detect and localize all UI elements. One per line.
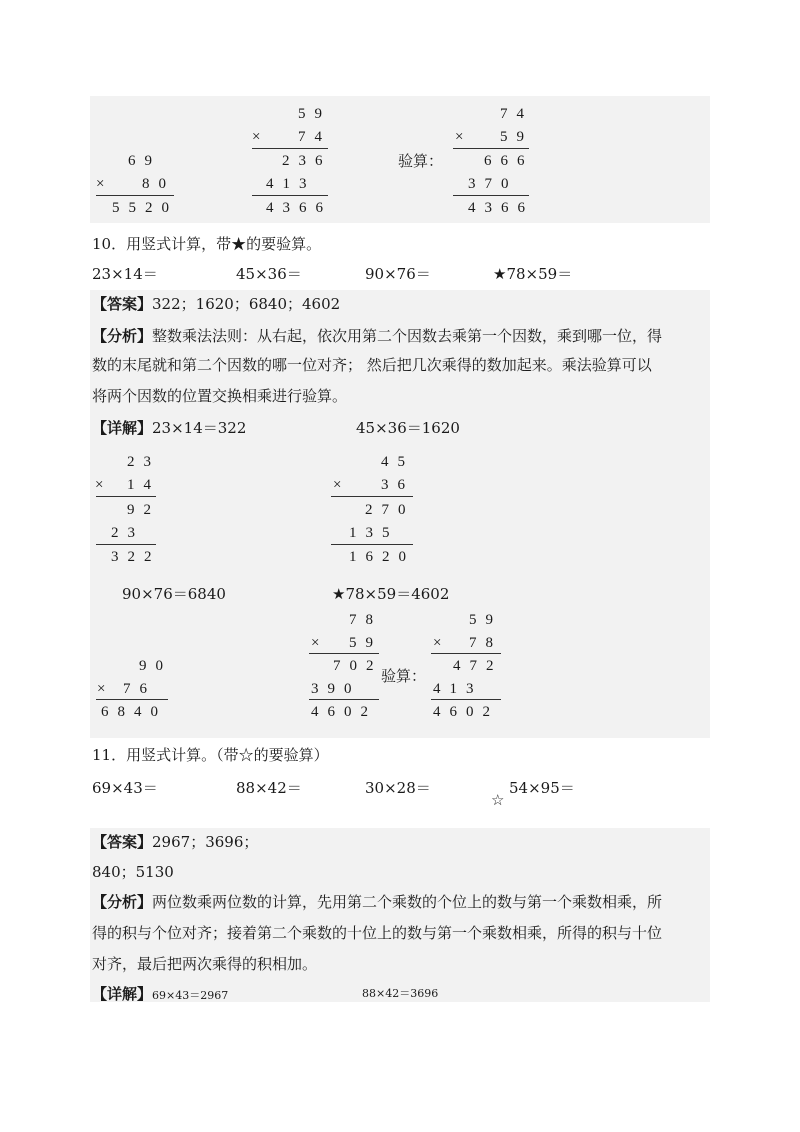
operator: × <box>97 681 115 697</box>
rule-line <box>96 496 156 497</box>
partial-2: 135 <box>349 525 399 541</box>
multiplicand: 78 <box>349 612 382 628</box>
answer-text: 322；1620；6840；4602 <box>152 295 341 313</box>
multiplier: 74 <box>298 129 331 145</box>
rule-line <box>331 496 413 497</box>
q11-star-mark: ☆ <box>491 791 505 809</box>
rule-line <box>309 653 379 654</box>
q10-expr-3: 90×76＝ <box>365 265 431 283</box>
partial-1: 472 <box>453 658 503 674</box>
check-label: 验算： <box>398 152 444 170</box>
multiplier: 80 <box>142 176 175 192</box>
operator: × <box>252 129 270 145</box>
multiplier: 14 <box>127 477 160 493</box>
partial-1: 92 <box>127 502 160 518</box>
analysis-text: 两位数乘两位数的计算，先用第二个乘数的个位上的数与第一个乘数相乘，所 <box>152 893 663 911</box>
multiplier: 76 <box>123 681 156 697</box>
product: 4366 <box>468 200 534 216</box>
product: 4602 <box>311 704 377 720</box>
product: 4366 <box>266 200 332 216</box>
multiplier: 36 <box>381 477 414 493</box>
analysis-tag: 【分析】 <box>92 327 153 345</box>
q11-analysis-line-3: 对齐，最后把两次乘得的积相加。 <box>92 955 318 973</box>
rule-line <box>331 544 413 545</box>
q11-title: 11．用竖式计算。（带☆的要验算） <box>92 746 329 764</box>
detail-eq-1: 69×43＝2967 <box>152 989 229 1002</box>
multiplicand: 90 <box>139 658 172 674</box>
q10-analysis-line-2: 数的末尾就和第二个因数的哪一位对齐； 然后把几次乘得的数加起来。乘法验算可以 <box>92 356 652 374</box>
product: 1620 <box>349 549 415 565</box>
rule-line <box>453 195 529 196</box>
multiplicand: 74 <box>500 106 533 122</box>
product: 322 <box>111 549 161 565</box>
analysis-text: 整数乘法法则：从右起，依次用第二个因数去乘第一个因数，乘到哪一位，得 <box>152 327 663 345</box>
q11-detail-line <box>92 984 228 1006</box>
operator: × <box>455 129 473 145</box>
detail-eq-1: 23×14＝322 <box>152 419 247 437</box>
rule-line <box>96 699 168 700</box>
partial-1: 236 <box>282 153 332 169</box>
partial-2: 23 <box>111 525 144 541</box>
rule-line <box>96 195 174 196</box>
q10-answer <box>92 294 340 314</box>
detail-eq-2: 45×36＝1620 <box>356 419 460 437</box>
answer-tag: 【答案】 <box>92 833 153 851</box>
rule-line <box>309 699 379 700</box>
rule-line <box>431 653 501 654</box>
rule-line <box>453 148 529 149</box>
q10-expr-4: ★78×59＝ <box>493 265 573 283</box>
operator: × <box>96 176 114 192</box>
multiplicand: 59 <box>298 106 331 122</box>
multiplicand: 45 <box>381 454 414 470</box>
q11-expr-2: 88×42＝ <box>236 779 302 797</box>
detail-eq-2: 88×42＝3696 <box>362 987 439 1000</box>
rule-line <box>252 195 328 196</box>
partial-2: 390 <box>311 681 361 697</box>
product: 5520 <box>112 200 178 216</box>
rule-line <box>431 699 501 700</box>
rule-line <box>96 544 156 545</box>
partial-2: 413 <box>433 681 483 697</box>
multiplicand: 23 <box>127 454 160 470</box>
q10-analysis-line-1 <box>92 326 662 346</box>
detail-eq-3: 90×76＝6840 <box>122 585 226 603</box>
multiplicand: 59 <box>469 612 502 628</box>
q10-title: 10．用竖式计算，带★的要验算。 <box>92 235 322 253</box>
q10-expr-1: 23×14＝ <box>92 265 158 283</box>
q11-expr-4: 54×95＝ <box>509 779 575 797</box>
partial-1: 702 <box>333 658 383 674</box>
partial-2: 370 <box>468 176 518 192</box>
detail-eq-4: ★78×59＝4602 <box>332 585 450 603</box>
partial-1: 270 <box>365 502 415 518</box>
multiplicand: 69 <box>128 153 161 169</box>
answer-tag: 【答案】 <box>92 295 153 313</box>
q11-answer-line-2: 840；5130 <box>92 863 174 881</box>
q11-analysis-line-1 <box>92 892 662 912</box>
q10-expr-2: 45×36＝ <box>236 265 302 283</box>
operator: × <box>311 635 329 651</box>
partial-2: 413 <box>266 176 316 192</box>
check-label: 验算： <box>381 667 427 685</box>
q11-answer-line-1 <box>92 832 258 852</box>
detail-tag: 【详解】 <box>92 419 153 437</box>
multiplier: 59 <box>349 635 382 651</box>
operator: × <box>333 477 351 493</box>
rule-line <box>252 148 328 149</box>
q10-analysis-line-3: 将两个因数的位置交换相乘进行验算。 <box>92 387 348 405</box>
q11-answer-block <box>90 828 710 1002</box>
analysis-tag: 【分析】 <box>92 893 153 911</box>
q10-detail-line <box>92 418 246 438</box>
q11-analysis-line-2: 得的积与个位对齐；接着第二个乘数的十位上的数与第一个乘数相乘，所得的积与十位 <box>92 924 663 942</box>
q11-expr-1: 69×43＝ <box>92 779 158 797</box>
product: 6840 <box>101 704 167 720</box>
multiplier: 59 <box>500 129 533 145</box>
detail-tag: 【详解】 <box>92 985 153 1003</box>
operator: × <box>433 635 451 651</box>
operator: × <box>95 477 113 493</box>
multiplier: 78 <box>469 635 502 651</box>
product: 4602 <box>433 704 499 720</box>
partial-1: 666 <box>484 153 534 169</box>
answer-text: 2967；3696； <box>152 833 259 851</box>
q11-expr-3: 30×28＝ <box>365 779 431 797</box>
